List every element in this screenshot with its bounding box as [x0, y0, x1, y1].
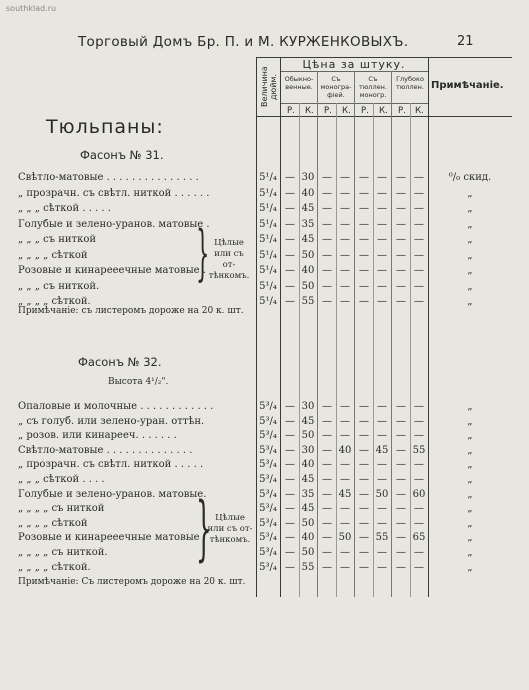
- dash-cell: —: [396, 296, 406, 307]
- note-cell: „: [467, 218, 473, 230]
- dash-cell: —: [322, 203, 332, 214]
- row-label: „ „ „ „ съ ниткой.: [18, 547, 108, 558]
- price-cell: 50: [338, 532, 352, 544]
- size-cell: 5¹/₄: [259, 203, 277, 214]
- dash-cell: —: [285, 430, 295, 442]
- dash-cell: —: [359, 517, 369, 529]
- price-cell: 45: [301, 474, 315, 485]
- price-cell: —: [377, 547, 387, 558]
- price-cell: —: [377, 430, 387, 442]
- row-label: „ „ „ сѣткой . . . .: [18, 474, 105, 485]
- dash-cell: —: [285, 172, 295, 183]
- rub-label: Р.: [324, 106, 332, 116]
- size-column-header: Величина дюйм.: [260, 66, 278, 108]
- dash-cell: —: [359, 203, 369, 214]
- dash-cell: —: [396, 459, 406, 471]
- price-cell: —: [377, 172, 387, 183]
- row-label: „ „ „ съ ниткой: [18, 234, 97, 245]
- dash-cell: —: [396, 474, 406, 485]
- dash-cell: —: [396, 547, 406, 558]
- row-label: „ „ „ „ сѣткой.: [18, 296, 91, 307]
- dash-cell: —: [322, 532, 332, 544]
- page-header: Торговый Домъ Бр. П. и М. КУРЖЕНКОВЫХЪ.: [78, 34, 409, 50]
- price-cell: —: [414, 415, 424, 427]
- price-cell: —: [377, 415, 387, 427]
- price-cell: —: [340, 547, 350, 558]
- price-cell: 50: [301, 430, 315, 442]
- price-cell: —: [340, 415, 350, 427]
- price-cell: 45: [301, 234, 315, 245]
- dash-cell: —: [285, 444, 295, 456]
- note-cell: „: [467, 296, 473, 307]
- dash-cell: —: [359, 532, 369, 544]
- price-cell: —: [414, 547, 424, 558]
- price-cell: —: [414, 203, 424, 214]
- brace: }: [196, 218, 210, 288]
- style-31-footnote: Примѣчаніе: съ листеромъ дороже на 20 к. шт.: [18, 306, 244, 316]
- col-header-deep-tulle: Глубоко тюллен.: [396, 75, 424, 91]
- col-rule: [428, 57, 429, 597]
- price-cell: —: [340, 474, 350, 485]
- row-label: „ съ голуб. или зелено-уран. оттѣн.: [18, 415, 205, 427]
- dash-cell: —: [359, 459, 369, 471]
- note-cell: „: [467, 265, 473, 276]
- dash-cell: —: [396, 444, 406, 456]
- header-bottom-rule: [256, 116, 512, 117]
- price-cell: —: [340, 234, 350, 245]
- dash-cell: —: [322, 265, 332, 276]
- dash-cell: —: [322, 187, 332, 199]
- dash-cell: —: [285, 218, 295, 230]
- price-cell: —: [377, 401, 387, 412]
- row-label: „ „ „ сѣткой . . . . .: [18, 203, 111, 214]
- dash-cell: —: [359, 172, 369, 183]
- price-cell: —: [414, 280, 424, 292]
- dash-cell: —: [285, 234, 295, 245]
- size-cell: 5³/₄: [259, 415, 277, 427]
- dash-cell: —: [396, 265, 406, 276]
- dash-cell: —: [396, 401, 406, 412]
- dash-cell: —: [396, 234, 406, 245]
- price-cell: 60: [412, 488, 426, 500]
- size-cell: 5¹/₄: [259, 265, 277, 276]
- note-cell: „: [467, 561, 473, 573]
- price-cell: —: [414, 296, 424, 307]
- dash-cell: —: [396, 517, 406, 529]
- note-cell: „: [467, 517, 473, 529]
- note-cell: „: [467, 459, 473, 471]
- price-cell: 45: [301, 415, 315, 427]
- row-label: „ розов. или кинарееч. . . . . . .: [18, 430, 177, 442]
- price-cell: —: [414, 503, 424, 515]
- dash-cell: —: [359, 218, 369, 230]
- price-cell: 55: [375, 532, 389, 544]
- price-cell: —: [377, 561, 387, 573]
- price-cell: —: [414, 265, 424, 276]
- size-cell: 5¹/₄: [259, 296, 277, 307]
- price-cell: —: [377, 234, 387, 245]
- price-cell: —: [340, 459, 350, 471]
- dash-cell: —: [285, 503, 295, 515]
- page-number: 21: [457, 34, 474, 49]
- price-cell: 55: [412, 444, 426, 456]
- price-cell: 50: [301, 547, 315, 558]
- dash-cell: —: [359, 280, 369, 292]
- row-label: Розовые и кинарееечные матовые .: [18, 265, 206, 276]
- price-header: Цѣна за штуку.: [302, 58, 406, 71]
- price-cell: 50: [375, 488, 389, 500]
- kop-label: К.: [379, 106, 388, 116]
- watermark: southklad.ru: [6, 4, 57, 13]
- dash-cell: —: [322, 415, 332, 427]
- dash-cell: —: [359, 401, 369, 412]
- price-cell: 35: [301, 218, 315, 230]
- size-cell: 5³/₄: [259, 488, 277, 500]
- section-title: Тюльпаны:: [46, 116, 164, 138]
- dash-cell: —: [359, 561, 369, 573]
- dash-cell: —: [359, 265, 369, 276]
- dash-cell: —: [322, 561, 332, 573]
- price-cell: —: [340, 187, 350, 199]
- price-cell: —: [377, 459, 387, 471]
- price-cell: —: [414, 187, 424, 199]
- note-cell: „: [467, 474, 473, 485]
- note-cell: „: [467, 547, 473, 558]
- price-cell: —: [377, 203, 387, 214]
- size-cell: 5³/₄: [259, 503, 277, 515]
- style-31-heading: Фасонъ № 31.: [80, 148, 164, 162]
- style-32-group-note: Цѣлые или съ от- тѣнкомъ.: [207, 513, 253, 545]
- brace: }: [196, 487, 212, 569]
- kop-label: К.: [305, 106, 314, 116]
- price-cell: 45: [375, 444, 389, 456]
- price-cell: —: [340, 517, 350, 529]
- dash-cell: —: [322, 430, 332, 442]
- dash-cell: —: [285, 265, 295, 276]
- dash-cell: —: [359, 234, 369, 245]
- style-31-group-note: Цѣлые или съ от- тѣнкомъ.: [208, 238, 250, 281]
- dash-cell: —: [285, 203, 295, 214]
- price-cell: —: [414, 459, 424, 471]
- note-cell: „: [467, 430, 473, 442]
- note-cell: „: [467, 401, 473, 412]
- price-cell: —: [340, 296, 350, 307]
- price-cell: —: [340, 218, 350, 230]
- row-label: „ „ „ „ сѣткой: [18, 517, 88, 529]
- size-cell: 5³/₄: [259, 459, 277, 471]
- price-cell: —: [377, 474, 387, 485]
- dash-cell: —: [396, 280, 406, 292]
- note-cell: „: [467, 532, 473, 544]
- dash-cell: —: [396, 430, 406, 442]
- dash-cell: —: [322, 444, 332, 456]
- dash-cell: —: [396, 249, 406, 261]
- size-cell: 5³/₄: [259, 517, 277, 529]
- price-cell: 45: [301, 203, 315, 214]
- price-cell: —: [377, 296, 387, 307]
- row-label: Голубые и зелено-уранов. матовые .: [18, 218, 210, 230]
- row-label: Голубые и зелено-уранов. матовые.: [18, 488, 207, 500]
- dash-cell: —: [285, 249, 295, 261]
- price-cell: —: [377, 517, 387, 529]
- note-cell: „: [467, 203, 473, 214]
- dash-cell: —: [285, 459, 295, 471]
- price-cell: 40: [301, 187, 315, 199]
- price-cell: —: [377, 187, 387, 199]
- row-label: „ „ „ „ сѣткой: [18, 249, 88, 261]
- dash-cell: —: [322, 401, 332, 412]
- row-label: „ прозрачн. съ свѣтл. ниткой . . . . . .: [18, 187, 210, 199]
- size-cell: 5³/₄: [259, 430, 277, 442]
- price-cell: —: [377, 265, 387, 276]
- rub-label: Р.: [287, 106, 295, 116]
- price-cell: —: [340, 203, 350, 214]
- dash-cell: —: [322, 547, 332, 558]
- dash-cell: —: [359, 296, 369, 307]
- dash-cell: —: [285, 474, 295, 485]
- dash-cell: —: [285, 280, 295, 292]
- price-cell: —: [340, 503, 350, 515]
- price-cell: 55: [301, 561, 315, 573]
- row-label: „ „ „ „ съ ниткой: [18, 503, 105, 515]
- price-cell: —: [414, 249, 424, 261]
- price-cell: 35: [301, 488, 315, 500]
- dash-cell: —: [359, 249, 369, 261]
- size-cell: 5³/₄: [259, 401, 277, 412]
- row-label: „ „ „ съ ниткой.: [18, 280, 100, 292]
- kop-label: К.: [415, 106, 424, 116]
- price-cell: 30: [301, 401, 315, 412]
- note-cell: „: [467, 488, 473, 500]
- size-cell: 5¹/₄: [259, 172, 277, 183]
- dash-cell: —: [396, 532, 406, 544]
- col-rule: [256, 57, 257, 597]
- price-cell: —: [414, 474, 424, 485]
- size-cell: 5¹/₄: [259, 249, 277, 261]
- size-cell: 5¹/₄: [259, 187, 277, 199]
- col-header-monogram: Съ моногра-фіей.: [320, 75, 352, 99]
- row-label: Свѣтло-матовые . . . . . . . . . . . . . .: [18, 444, 193, 456]
- row-label: „ прозрачн. съ свѣтл. ниткой . . . . .: [18, 459, 204, 471]
- dash-cell: —: [322, 172, 332, 183]
- dash-cell: —: [322, 459, 332, 471]
- dash-cell: —: [359, 415, 369, 427]
- dash-cell: —: [359, 503, 369, 515]
- price-cell: —: [340, 561, 350, 573]
- dash-cell: —: [322, 517, 332, 529]
- note-cell: „: [467, 234, 473, 245]
- rub-label: Р.: [361, 106, 369, 116]
- price-cell: —: [340, 401, 350, 412]
- dash-cell: —: [322, 474, 332, 485]
- dash-cell: —: [285, 415, 295, 427]
- style-32-heading: Фасонъ № 32.: [78, 355, 162, 369]
- dash-cell: —: [359, 547, 369, 558]
- dash-cell: —: [359, 430, 369, 442]
- note-column-header: Примѣчаніе.: [431, 80, 504, 91]
- price-cell: 40: [301, 459, 315, 471]
- size-cell: 5³/₄: [259, 561, 277, 573]
- dash-cell: —: [396, 488, 406, 500]
- dash-cell: —: [322, 488, 332, 500]
- price-cell: —: [377, 280, 387, 292]
- dash-cell: —: [396, 172, 406, 183]
- style-32-footnote: Примѣчаніе: Съ листеромъ дороже на 20 к. шт.: [18, 577, 246, 587]
- price-cell: —: [377, 503, 387, 515]
- note-cell: ⁰/₀ скид.: [448, 172, 492, 183]
- dash-cell: —: [285, 488, 295, 500]
- price-cell: —: [414, 234, 424, 245]
- price-cell: 50: [301, 517, 315, 529]
- note-cell: „: [467, 249, 473, 261]
- dash-cell: —: [285, 187, 295, 199]
- price-cell: —: [340, 172, 350, 183]
- dash-cell: —: [285, 401, 295, 412]
- price-cell: 30: [301, 172, 315, 183]
- dash-cell: —: [396, 187, 406, 199]
- size-cell: 5³/₄: [259, 474, 277, 485]
- row-label: „ „ „ „ сѣткой.: [18, 561, 91, 573]
- price-cell: —: [414, 430, 424, 442]
- dash-cell: —: [396, 561, 406, 573]
- price-cell: —: [377, 218, 387, 230]
- price-cell: —: [340, 430, 350, 442]
- style-32-height: Высота 4¹/₂".: [108, 377, 169, 387]
- dash-cell: —: [322, 218, 332, 230]
- dash-cell: —: [285, 561, 295, 573]
- price-cell: —: [377, 249, 387, 261]
- note-cell: „: [467, 503, 473, 515]
- dash-cell: —: [322, 503, 332, 515]
- row-label: Розовые и кинарееечные матовые .: [18, 532, 206, 544]
- size-cell: 5¹/₄: [259, 218, 277, 230]
- col-rule: [280, 57, 281, 597]
- dash-cell: —: [359, 474, 369, 485]
- note-cell: „: [467, 187, 473, 199]
- col-header-ordinary: Обыкно-венные.: [284, 75, 314, 91]
- dash-cell: —: [285, 547, 295, 558]
- note-cell: „: [467, 415, 473, 427]
- price-cell: 50: [301, 280, 315, 292]
- dash-cell: —: [322, 280, 332, 292]
- note-cell: „: [467, 280, 473, 292]
- size-cell: 5³/₄: [259, 547, 277, 558]
- price-cell: 40: [301, 532, 315, 544]
- price-cell: —: [414, 401, 424, 412]
- size-cell: 5³/₄: [259, 532, 277, 544]
- dash-cell: —: [322, 249, 332, 261]
- size-cell: 5¹/₄: [259, 234, 277, 245]
- dash-cell: —: [285, 517, 295, 529]
- price-cell: 45: [301, 503, 315, 515]
- price-cell: 45: [338, 488, 352, 500]
- dash-cell: —: [396, 415, 406, 427]
- price-cell: —: [414, 561, 424, 573]
- price-cell: 55: [301, 296, 315, 307]
- price-cell: —: [414, 517, 424, 529]
- dash-cell: —: [322, 296, 332, 307]
- note-cell: „: [467, 444, 473, 456]
- price-cell: —: [414, 172, 424, 183]
- row-label: Свѣтло-матовые . . . . . . . . . . . . . . .: [18, 172, 199, 183]
- dash-cell: —: [396, 503, 406, 515]
- dash-cell: —: [359, 488, 369, 500]
- col-header-tulle-monogram: Съ тюллен. моногр.: [359, 75, 387, 99]
- dash-cell: —: [359, 187, 369, 199]
- price-cell: 30: [301, 444, 315, 456]
- price-cell: —: [414, 218, 424, 230]
- price-cell: —: [340, 249, 350, 261]
- size-cell: 5¹/₄: [259, 280, 277, 292]
- dash-cell: —: [396, 203, 406, 214]
- price-cell: —: [340, 265, 350, 276]
- price-cell: —: [340, 280, 350, 292]
- dash-cell: —: [285, 532, 295, 544]
- dash-cell: —: [322, 234, 332, 245]
- price-cell: 40: [301, 265, 315, 276]
- kop-label: К.: [342, 106, 351, 116]
- dash-cell: —: [285, 296, 295, 307]
- price-cell: 40: [338, 444, 352, 456]
- dash-cell: —: [396, 218, 406, 230]
- rub-label: Р.: [398, 106, 406, 116]
- dash-cell: —: [359, 444, 369, 456]
- price-cell: 50: [301, 249, 315, 261]
- size-cell: 5³/₄: [259, 444, 277, 456]
- row-label: Опаловые и молочные . . . . . . . . . . . .: [18, 401, 214, 412]
- price-cell: 65: [412, 532, 426, 544]
